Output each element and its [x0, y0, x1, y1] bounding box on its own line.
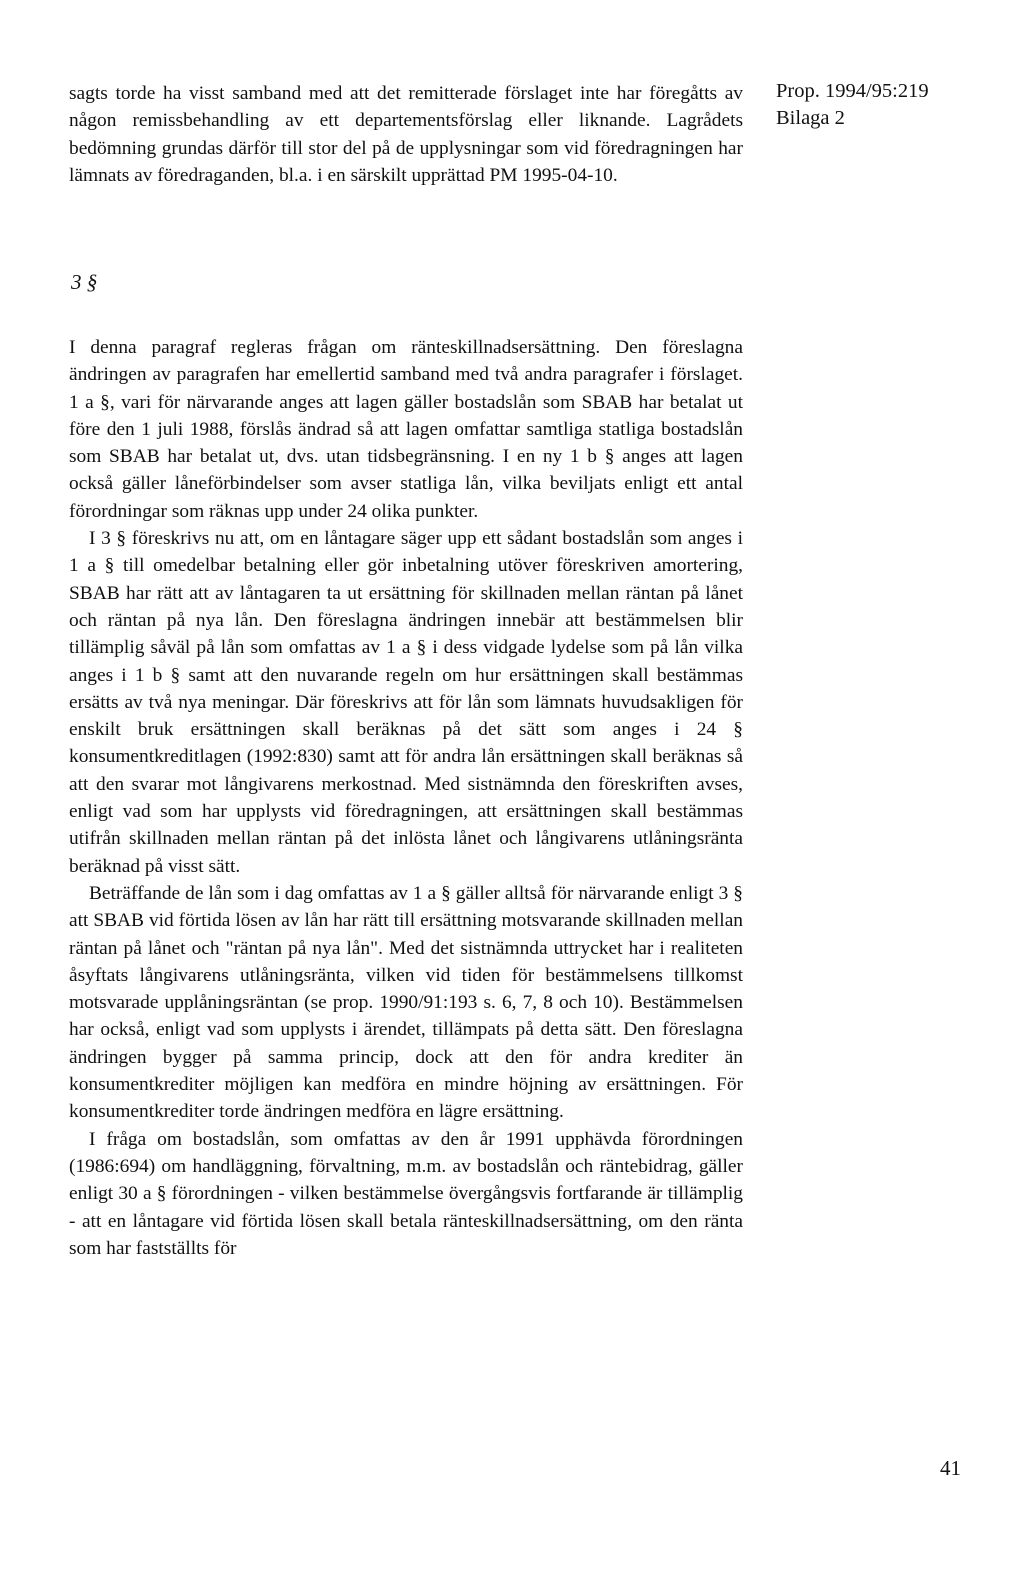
paragraph-2: I 3 § föreskrivs nu att, om en låntagare säger upp ett sådant bostadslån som anges i 1 a § till omedelbar betalning eller gör inbetalning utöver föreskriven amortering, SBAB har rätt att av låntagaren ta ut ersättning för skillnaden mellan räntan på lånet och räntan på nya lån. Den föreslagna ändringen innebär att bestämmelsen blir tillämplig såväl på lån som omfattas av 1 a § i dess vidgade lydelse som på lån vilka anges i 1 b § samt att den nuvarande regeln om hur ersättningen skall bestämmas ersätts av två nya meningar. Där föreskrivs att för lån som lämnats huvudsakligen för enskilt bruk ersättningen skall beräknas på det sätt som anges i 24 § konsumentkreditlagen (1992:830) samt att för andra lån ersättningen skall beräknas så att den svarar mot långivarens merkostnad. Med sistnämnda den föreskriften avses, enligt vad som har upplysts vid föredragningen, att ersättningen skall bestämmas utifrån skillnaden mellan räntan på det inlösta lånet och långivarens utlåningsränta beräknad på visst sätt. — [69, 528, 743, 877]
section-heading: 3 § — [71, 270, 98, 294]
paragraph-4: I fråga om bostadslån, som omfattas av den år 1991 upphävda förordningen (1986:694) om handläggning, förvaltning, m.m. av bostadslån och räntebidrag, gäller enligt 30 a § förordningen - vilken bestämmelse övergångsvis fortfarande är tillämplig - att en låntagare vid förtida lösen skall betala ränteskillnadsersättning, om den ränta som har fastställts för — [69, 1128, 743, 1259]
intro-paragraph: sagts torde ha visst samband med att det remitterade förslaget inte har föregåtts av någon remissbehandling av ett departementsförslag eller liknande. Lagrådets bedömning grundas därför till stor del på de upplysningar som vid föredragningen har lämnats av föredraganden, bl.a. i en särskilt upprättad PM 1995-04-10. — [69, 83, 743, 186]
appendix-label: Bilaga 2 — [776, 107, 845, 129]
margin-reference — [776, 78, 929, 132]
intro-block — [69, 80, 743, 189]
section-body — [69, 334, 743, 1262]
proposition-reference: Prop. 1994/95:219 — [776, 80, 929, 102]
paragraph-1: I denna paragraf regleras frågan om ränteskillnadsersättning. Den föreslagna ändringen av paragrafen har emellertid samband med två andra paragrafer i förslaget. 1 a §, vari för närvarande anges att lagen gäller bostadslån som SBAB har betalat ut före den 1 juli 1988, förslås ändrad så att lagen omfattar samtliga statliga bostadslån som SBAB har betalat ut, dvs. utan tidsbegränsning. I en ny 1 b § anges att lagen också gäller låneförbindelser som avser statliga lån, vilka beviljats enligt ett antal förordningar som räknas upp under 24 olika punkter. — [69, 337, 743, 522]
page-number: 41 — [940, 1456, 961, 1480]
paragraph-3: Beträffande de lån som i dag omfattas av 1 a § gäller alltså för närvarande enligt 3 § att SBAB vid förtida lösen av lån har rätt till ersättning motsvarande skillnaden mellan räntan på lånet och "räntan på nya lån". Med det sistnämnda uttrycket har i realiteten åsyftats långivarens utlåningsränta, vilken vid tiden för bestämmelsens tillkomst motsvarade upplåningsräntan (se prop. 1990/91:193 s. 6, 7, 8 och 10). Bestämmelsen har också, enligt vad som upplysts i ärendet, tillämpats på detta sätt. Den föreslagna ändringen bygger på samma princip, dock att den för andra krediter än konsumentkrediter möjligen kan medföra en mindre höjning av ersättningen. För konsumentkrediter torde ändringen medföra en lägre ersättning. — [69, 882, 743, 1123]
